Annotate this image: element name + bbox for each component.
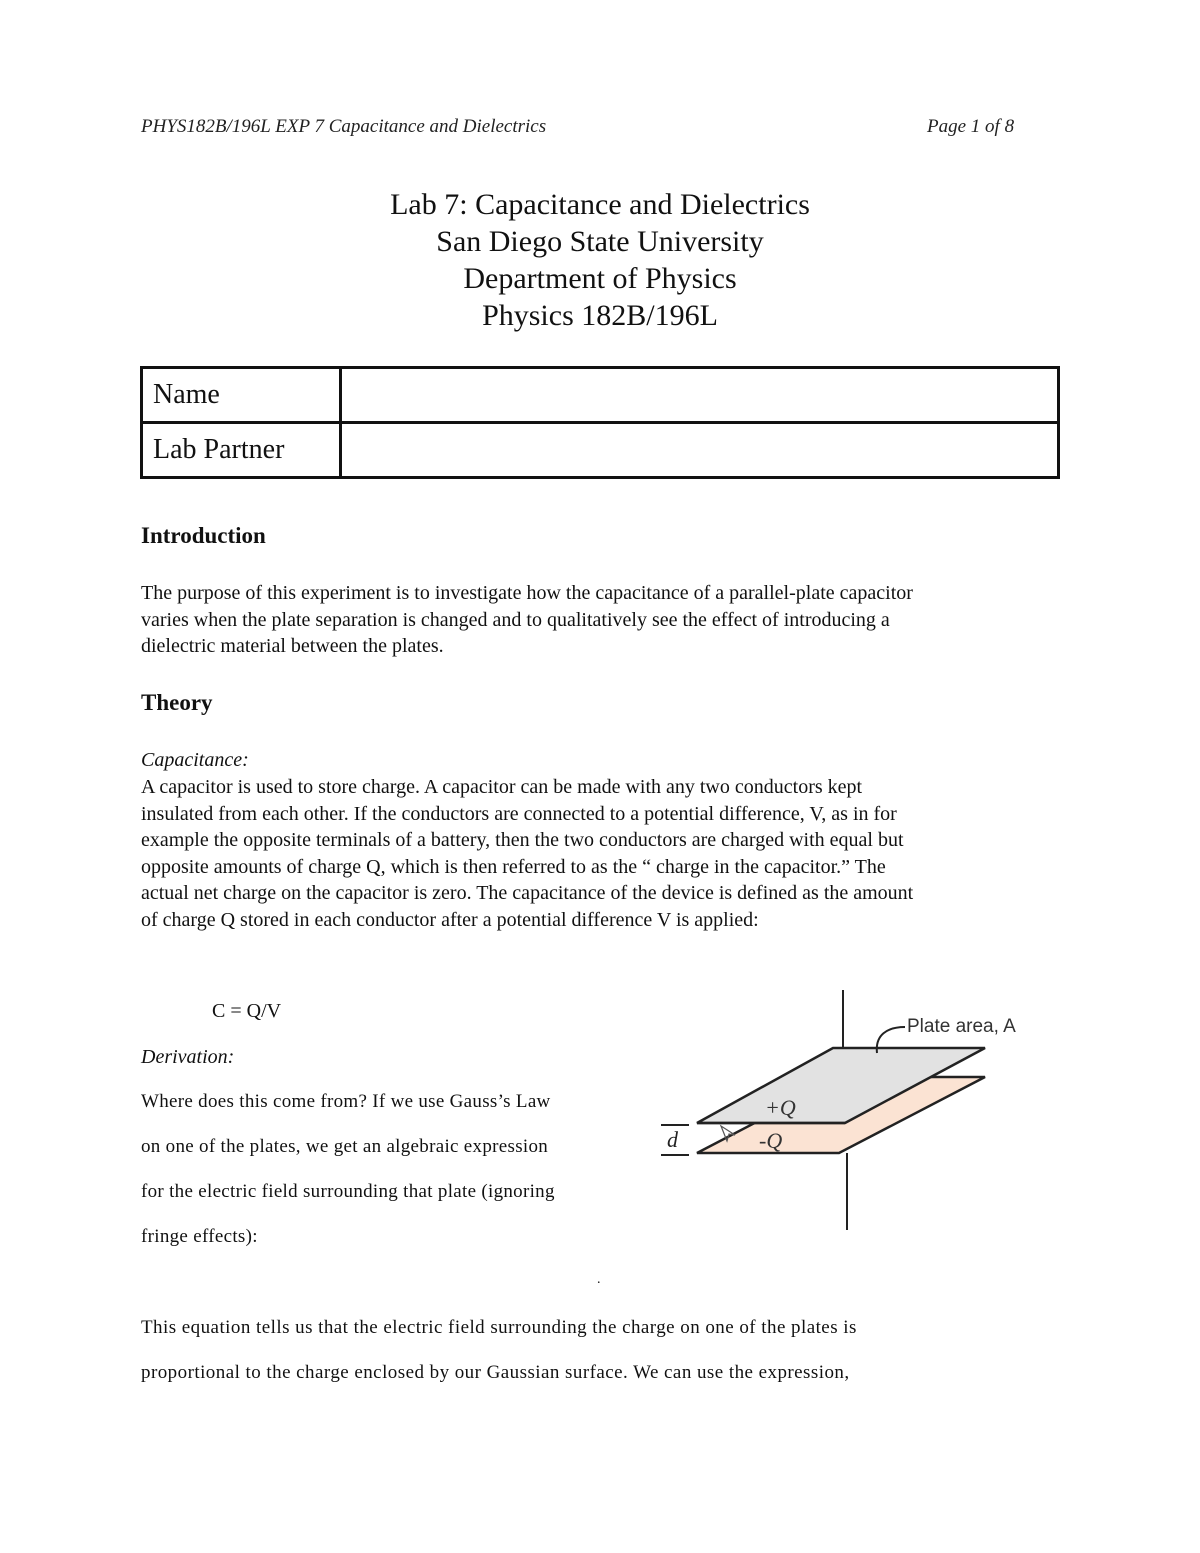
parallel-plate-capacitor-figure — [655, 985, 1055, 1235]
theory-line: A capacitor is used to store charge. A capacitor can be made with any two conductors kept — [141, 776, 863, 798]
name-label: Name — [142, 368, 341, 423]
course-name: Physics 182B/196L — [482, 299, 718, 332]
lab-partner-row — [142, 423, 1059, 478]
top-charge-label: +Q — [765, 1095, 796, 1120]
theory-line: of charge Q stored in each conductor after a potential difference V is applied: — [141, 908, 759, 931]
introduction-line: varies when the plate separation is changed and to qualitatively see the effect of introducing a — [141, 608, 890, 631]
theory-heading: Theory — [141, 690, 213, 715]
bottom-charge-label: -Q — [759, 1128, 783, 1153]
theory-line: opposite amounts of charge Q, which is then referred to as the “ charge in the capacitor.” The — [141, 855, 886, 878]
document-title-block — [0, 186, 1200, 334]
university-name: San Diego State University — [436, 225, 764, 258]
plate-area-label: Plate area, A — [907, 1016, 1016, 1037]
closing-line: This equation tells us that the electric field surrounding the charge on one of the plates is — [141, 1317, 857, 1338]
derivation-line: for the electric field surrounding that plate (ignoring — [141, 1181, 555, 1202]
introduction-heading: Introduction — [141, 523, 266, 548]
closing-line: proportional to the charge enclosed by our Gaussian surface. We can use the expression, — [141, 1362, 850, 1383]
introduction-line: dielectric material between the plates. — [141, 635, 444, 657]
name-row — [142, 368, 1059, 423]
theory-line: actual net charge on the capacitor is zero. The capacitance of the device is defined as the amount — [141, 882, 914, 904]
theory-line: example the opposite terminals of a battery, then the two conductors are charged with equal but — [141, 829, 904, 851]
lab-title: Lab 7: Capacitance and Dielectrics — [390, 188, 810, 221]
introduction-paragraph — [141, 580, 1061, 660]
name-field[interactable] — [341, 368, 1059, 423]
page-header-title: PHYS182B/196L EXP 7 Capacitance and Dielectrics — [141, 116, 547, 137]
lab-partner-field[interactable] — [341, 423, 1059, 478]
department-name: Department of Physics — [463, 262, 737, 295]
theory-paragraph — [141, 774, 1061, 933]
equation-placeholder-dot: . — [597, 1272, 601, 1287]
theory-line: insulated from each other. If the conductors are connected to a potential difference, V, as in for — [141, 802, 897, 825]
student-info-table — [140, 366, 1060, 479]
derivation-subheading: Derivation: — [141, 1046, 235, 1068]
capacitance-subheading: Capacitance: — [141, 749, 249, 771]
derivation-line: fringe effects): — [141, 1226, 258, 1247]
separation-label: d — [667, 1127, 678, 1152]
lab-partner-label: Lab Partner — [142, 423, 341, 478]
capacitance-formula: C = Q/V — [212, 1000, 282, 1022]
derivation-line: Where does this come from? If we use Gauss’s Law — [141, 1091, 551, 1112]
page-number: Page 1 of 8 — [927, 116, 1015, 137]
introduction-line: The purpose of this experiment is to investigate how the capacitance of a parallel-plate capacitor — [141, 582, 913, 604]
derivation-line: on one of the plates, we get an algebraic expression — [141, 1136, 549, 1157]
